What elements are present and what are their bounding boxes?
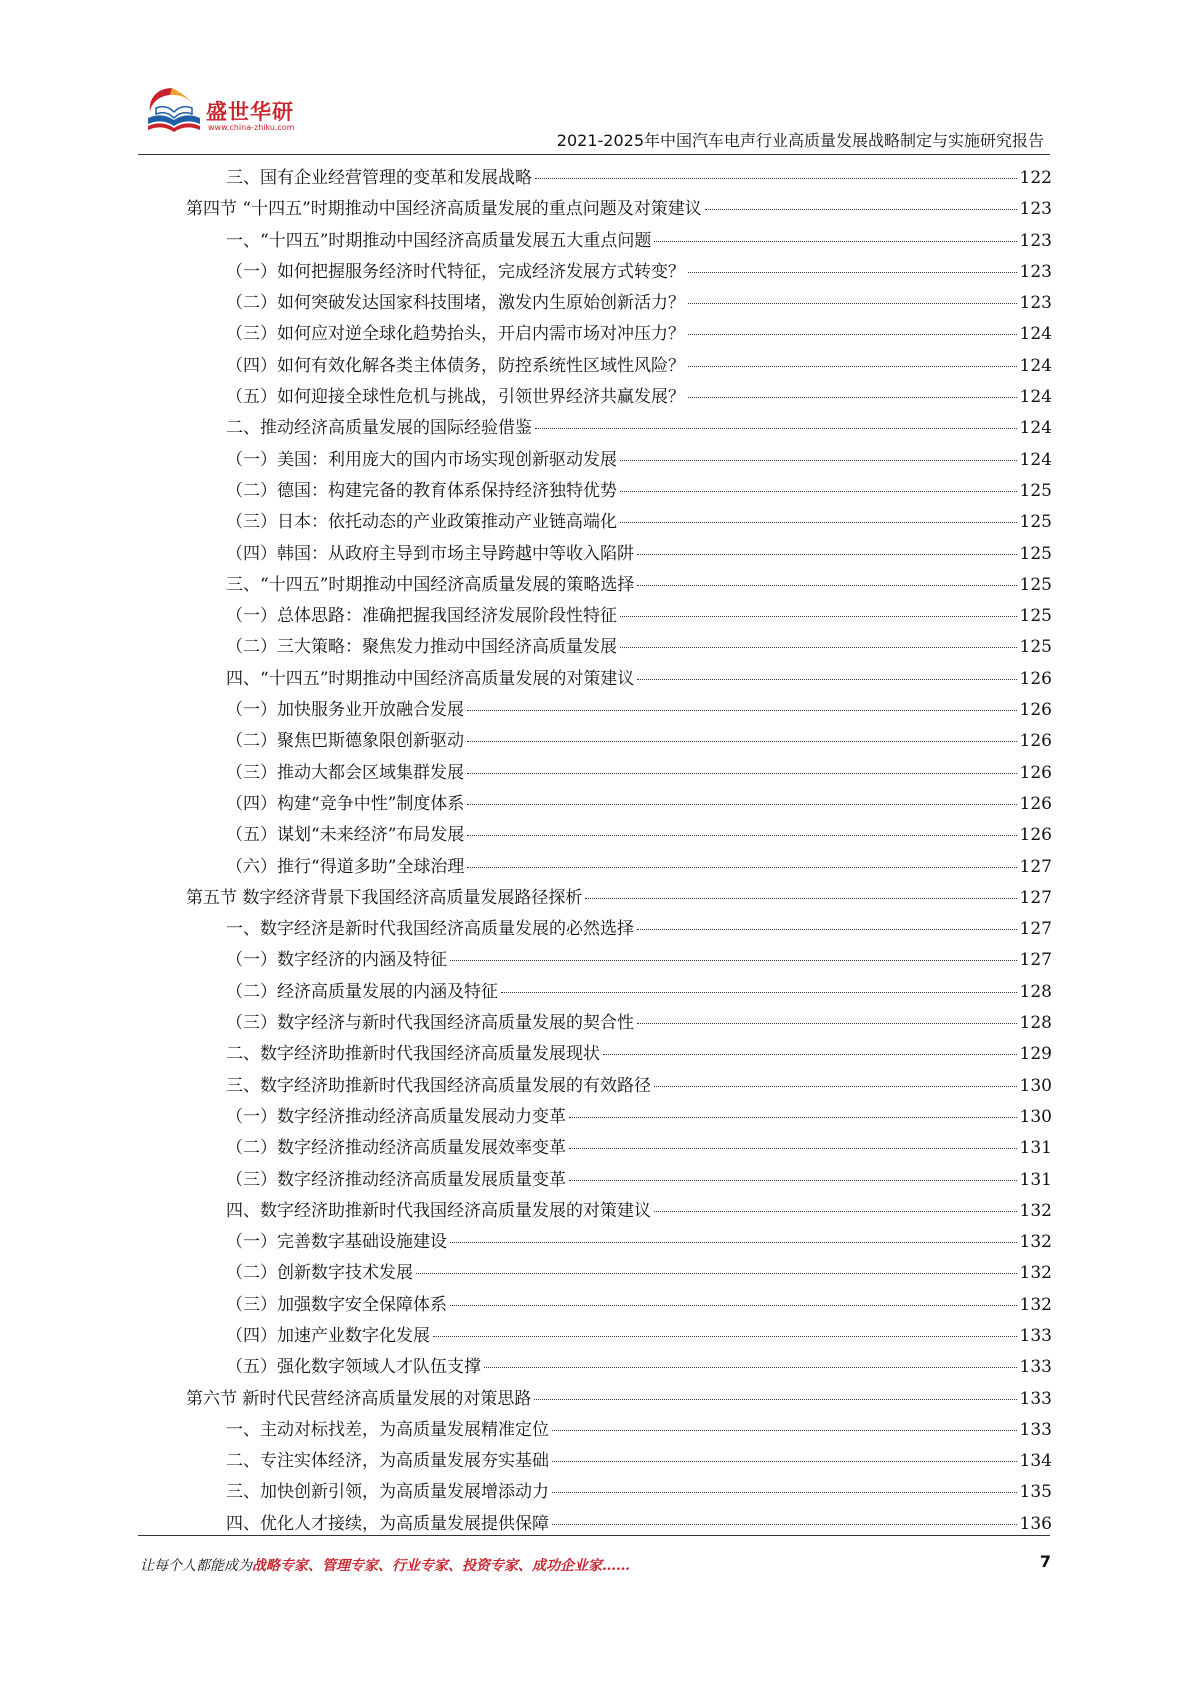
toc-entry-title: 四、“十四五”时期推动中国经济高质量发展的对策建议 [226, 668, 635, 689]
logo-url: www.china-zhiku.com [208, 123, 295, 132]
toc-entry-page: 133 [1019, 1388, 1052, 1409]
toc-leader-dots [585, 898, 1016, 899]
toc-entry-page: 129 [1019, 1044, 1052, 1065]
toc-entry-page: 128 [1019, 981, 1052, 1002]
toc-entry[interactable] [186, 257, 1052, 288]
toc-entry-title: 三、加快创新引领，为高质量发展增添动力 [226, 1482, 549, 1503]
toc-entry[interactable] [186, 1008, 1052, 1039]
toc-entry-page: 126 [1019, 793, 1052, 814]
toc-entry-page: 123 [1019, 261, 1052, 282]
toc-entry-page: 123 [1019, 199, 1052, 220]
logo-book-icon [142, 82, 206, 140]
toc-entry-page: 127 [1019, 919, 1052, 940]
toc-leader-dots [534, 1399, 1016, 1400]
toc-leader-dots [450, 1242, 1017, 1243]
toc-leader-dots [569, 1148, 1017, 1149]
toc-entry[interactable] [186, 1384, 1052, 1415]
toc-entry[interactable] [186, 288, 1052, 319]
toc-leader-dots [603, 1054, 1017, 1055]
toc-entry[interactable] [186, 319, 1052, 350]
toc-entry[interactable] [186, 1477, 1052, 1508]
toc-entry[interactable] [186, 1258, 1052, 1289]
slogan-prefix: 让每个人都能成为 [140, 1558, 252, 1574]
toc-entry[interactable] [186, 476, 1052, 507]
toc-leader-dots [620, 647, 1017, 648]
toc-entry-page: 133 [1019, 1325, 1052, 1346]
toc-entry[interactable] [186, 883, 1052, 914]
toc-leader-dots [450, 960, 1017, 961]
toc-entry-page: 125 [1019, 543, 1052, 564]
toc-entry-page: 127 [1019, 887, 1052, 908]
company-logo [142, 82, 342, 142]
toc-entry-title: （三）日本：依托动态的产业政策推动产业链高端化 [226, 512, 617, 533]
toc-entry[interactable] [186, 977, 1052, 1008]
toc-entry-page: 122 [1019, 168, 1052, 188]
toc-entry[interactable] [186, 945, 1052, 976]
toc-leader-dots [552, 1524, 1017, 1525]
toc-entry-page: 132 [1019, 1294, 1052, 1315]
toc-entry[interactable] [186, 226, 1052, 257]
toc-entry[interactable] [186, 570, 1052, 601]
toc-leader-dots [688, 334, 1017, 335]
toc-entry-page: 126 [1019, 762, 1052, 783]
toc-entry-page: 126 [1019, 825, 1052, 846]
toc-leader-dots [467, 867, 1016, 868]
toc-entry-title: （二）经济高质量发展的内涵及特征 [226, 981, 498, 1002]
toc-entry-title: 三、数字经济助推新时代我国经济高质量发展的有效路径 [226, 1075, 651, 1096]
table-of-contents [186, 163, 1052, 1540]
toc-leader-dots [688, 303, 1017, 304]
toc-entry[interactable] [186, 1165, 1052, 1196]
toc-entry-title: （五）谋划“未来经济”布局发展 [226, 825, 465, 846]
toc-entry-title: （三）加强数字安全保障体系 [226, 1294, 447, 1315]
toc-entry[interactable] [186, 507, 1052, 538]
toc-entry-title: 二、数字经济助推新时代我国经济高质量发展现状 [226, 1044, 600, 1065]
toc-entry-page: 124 [1019, 355, 1052, 376]
toc-entry-page: 133 [1019, 1419, 1052, 1440]
toc-entry-page: 124 [1019, 387, 1052, 408]
toc-entry[interactable] [186, 1071, 1052, 1102]
toc-entry-title: 一、数字经济是新时代我国经济高质量发展的必然选择 [226, 919, 634, 940]
toc-entry[interactable] [186, 413, 1052, 444]
toc-entry[interactable] [186, 1352, 1052, 1383]
toc-leader-dots [620, 616, 1017, 617]
toc-entry-page: 132 [1019, 1232, 1052, 1253]
toc-entry-title: （一）如何把握服务经济时代特征，完成经济发展方式转变？ [226, 261, 685, 282]
toc-entry-page: 133 [1019, 1357, 1052, 1378]
toc-entry[interactable] [186, 1321, 1052, 1352]
toc-entry-title: （二）聚焦巴斯德象限创新驱动 [226, 731, 464, 752]
toc-leader-dots [620, 522, 1017, 523]
toc-leader-dots [552, 1461, 1017, 1462]
toc-entry-title: （二）如何突破发达国家科技围堵，激发内生原始创新活力？ [226, 293, 685, 314]
toc-entry[interactable] [186, 163, 1052, 194]
toc-entry-page: 125 [1019, 606, 1052, 627]
toc-entry-page: 130 [1019, 1075, 1052, 1096]
toc-leader-dots [467, 835, 1016, 836]
toc-entry-title: 四、数字经济助推新时代我国经济高质量发展的对策建议 [226, 1200, 651, 1221]
toc-entry-title: 三、国有企业经营管理的变革和发展战略 [226, 168, 532, 188]
toc-entry-title: 三、“十四五”时期推动中国经济高质量发展的策略选择 [226, 574, 635, 595]
toc-entry-page: 134 [1019, 1451, 1052, 1472]
toc-leader-dots [501, 992, 1017, 993]
toc-entry-title: （五）如何迎接全球性危机与挑战，引领世界经济共赢发展？ [226, 387, 685, 408]
toc-entry-title: （四）韩国：从政府主导到市场主导跨越中等收入陷阱 [226, 543, 634, 564]
toc-entry[interactable] [186, 1290, 1052, 1321]
toc-entry[interactable] [186, 539, 1052, 570]
toc-leader-dots [705, 209, 1017, 210]
toc-entry-title: 一、“十四五”时期推动中国经济高质量发展五大重点问题 [226, 230, 652, 251]
toc-entry-page: 124 [1019, 449, 1052, 470]
toc-entry-title: 一、主动对标找差，为高质量发展精准定位 [226, 1419, 549, 1440]
toc-entry[interactable] [186, 664, 1052, 695]
toc-entry-title: 四、优化人才接续，为高质量发展提供保障 [226, 1513, 549, 1534]
toc-entry-page: 127 [1019, 856, 1052, 877]
toc-entry[interactable] [186, 632, 1052, 663]
toc-leader-dots [637, 1023, 1017, 1024]
toc-entry[interactable] [186, 1039, 1052, 1070]
toc-entry[interactable] [186, 1446, 1052, 1477]
toc-entry-title: （一）美国：利用庞大的国内市场实现创新驱动发展 [226, 449, 617, 470]
toc-entry-title: （一）总体思路：准确把握我国经济发展阶段性特征 [226, 606, 617, 627]
toc-entry-page: 128 [1019, 1013, 1052, 1034]
toc-leader-dots [467, 804, 1016, 805]
toc-entry-title: （四）构建“竞争中性”制度体系 [226, 793, 465, 814]
toc-entry[interactable] [186, 820, 1052, 851]
toc-leader-dots [535, 428, 1017, 429]
toc-entry-page: 126 [1019, 731, 1052, 752]
toc-leader-dots [552, 1430, 1017, 1431]
toc-entry-title: 二、专注实体经济，为高质量发展夯实基础 [226, 1451, 549, 1472]
toc-entry[interactable] [186, 351, 1052, 382]
toc-leader-dots [637, 585, 1016, 586]
toc-entry-title: （三）推动大都会区域集群发展 [226, 762, 464, 783]
toc-entry-title: （二）三大策略：聚焦发力推动中国经济高质量发展 [226, 637, 617, 658]
toc-entry[interactable] [186, 726, 1052, 757]
toc-leader-dots [569, 1117, 1017, 1118]
toc-entry-title: （四）加速产业数字化发展 [226, 1325, 430, 1346]
slogan-highlight: 战略专家、管理专家、行业专家、投资专家、成功企业家…… [252, 1558, 630, 1574]
toc-leader-dots [552, 1492, 1017, 1493]
toc-leader-dots [450, 1305, 1017, 1306]
toc-entry[interactable] [186, 789, 1052, 820]
toc-entry-title: 二、推动经济高质量发展的国际经验借鉴 [226, 418, 532, 439]
toc-entry-page: 125 [1019, 637, 1052, 658]
toc-entry[interactable] [186, 758, 1052, 789]
toc-entry[interactable] [186, 382, 1052, 413]
toc-leader-dots [620, 460, 1017, 461]
toc-entry-title: （六）推行“得道多助”全球治理 [226, 856, 465, 877]
toc-entry-page: 135 [1019, 1482, 1052, 1503]
toc-entry-title: （二）数字经济推动经济高质量发展效率变革 [226, 1138, 566, 1159]
footer-divider [138, 1535, 1050, 1536]
toc-entry-page: 123 [1019, 293, 1052, 314]
toc-entry-title: 第四节 “十四五”时期推动中国经济高质量发展的重点问题及对策建议 [186, 199, 702, 220]
toc-entry[interactable] [186, 852, 1052, 883]
toc-entry[interactable] [186, 1196, 1052, 1227]
toc-entry-page: 130 [1019, 1106, 1052, 1127]
toc-entry-page: 124 [1019, 324, 1052, 345]
toc-entry-title: （三）数字经济推动经济高质量发展质量变革 [226, 1169, 566, 1190]
toc-entry-page: 124 [1019, 418, 1052, 439]
toc-entry-page: 131 [1019, 1169, 1052, 1190]
toc-leader-dots [654, 241, 1016, 242]
toc-entry-title: （五）强化数字领域人才队伍支撑 [226, 1357, 481, 1378]
toc-entry-page: 132 [1019, 1200, 1052, 1221]
toc-entry[interactable] [186, 194, 1052, 225]
toc-entry-title: （一）数字经济的内涵及特征 [226, 950, 447, 971]
toc-entry[interactable] [186, 601, 1052, 632]
toc-entry-page: 125 [1019, 480, 1052, 501]
toc-entry-title: （三）如何应对逆全球化趋势抬头，开启内需市场对冲压力？ [226, 324, 685, 345]
toc-leader-dots [569, 1180, 1017, 1181]
toc-entry-title: （一）数字经济推动经济高质量发展动力变革 [226, 1106, 566, 1127]
toc-leader-dots [688, 397, 1017, 398]
toc-leader-dots [535, 178, 1017, 179]
toc-entry[interactable] [186, 1227, 1052, 1258]
toc-leader-dots [484, 1367, 1017, 1368]
toc-leader-dots [467, 773, 1017, 774]
toc-leader-dots [433, 1336, 1017, 1337]
header-divider [138, 154, 1050, 155]
page-header [138, 82, 1050, 154]
toc-leader-dots [637, 554, 1017, 555]
logo-name: 盛世华研 [206, 100, 294, 124]
toc-entry-title: （一）加快服务业开放融合发展 [226, 700, 464, 721]
toc-entry[interactable] [186, 445, 1052, 476]
toc-leader-dots [688, 272, 1017, 273]
toc-entry[interactable] [186, 1415, 1052, 1446]
toc-entry-title: （二）德国：构建完备的教育体系保持经济独特优势 [226, 480, 617, 501]
toc-entry-title: 第五节 数字经济背景下我国经济高质量发展路径探析 [186, 887, 583, 908]
toc-leader-dots [620, 491, 1017, 492]
toc-entry[interactable] [186, 1102, 1052, 1133]
page-number: 7 [1039, 1552, 1051, 1571]
toc-leader-dots [467, 741, 1017, 742]
toc-entry-title: （一）完善数字基础设施建设 [226, 1232, 447, 1253]
toc-entry-page: 132 [1019, 1263, 1052, 1284]
toc-leader-dots [637, 679, 1016, 680]
toc-entry-title: （三）数字经济与新时代我国经济高质量发展的契合性 [226, 1013, 634, 1034]
toc-leader-dots [416, 1273, 1017, 1274]
toc-entry-page: 127 [1019, 950, 1052, 971]
toc-leader-dots [688, 366, 1017, 367]
toc-entry-title: 第六节 新时代民营经济高质量发展的对策思路 [186, 1388, 532, 1409]
toc-entry-page: 136 [1019, 1513, 1052, 1534]
report-title: 2021-2025年中国汽车电声行业高质量发展战略制定与实施研究报告 [556, 131, 1044, 150]
toc-entry[interactable] [186, 695, 1052, 726]
toc-leader-dots [467, 710, 1017, 711]
footer-slogan [140, 1555, 630, 1575]
toc-leader-dots [654, 1086, 1017, 1087]
toc-entry-page: 126 [1019, 668, 1052, 689]
toc-entry-title: （二）创新数字技术发展 [226, 1263, 413, 1284]
toc-leader-dots [637, 929, 1017, 930]
toc-entry-page: 131 [1019, 1138, 1052, 1159]
toc-entry-page: 123 [1019, 230, 1052, 251]
toc-entry[interactable] [186, 914, 1052, 945]
toc-entry-page: 125 [1019, 574, 1052, 595]
toc-entry-page: 126 [1019, 700, 1052, 721]
toc-entry-page: 125 [1019, 512, 1052, 533]
toc-leader-dots [654, 1211, 1017, 1212]
toc-entry[interactable] [186, 1133, 1052, 1164]
toc-entry-title: （四）如何有效化解各类主体债务，防控系统性区域性风险？ [226, 355, 685, 376]
